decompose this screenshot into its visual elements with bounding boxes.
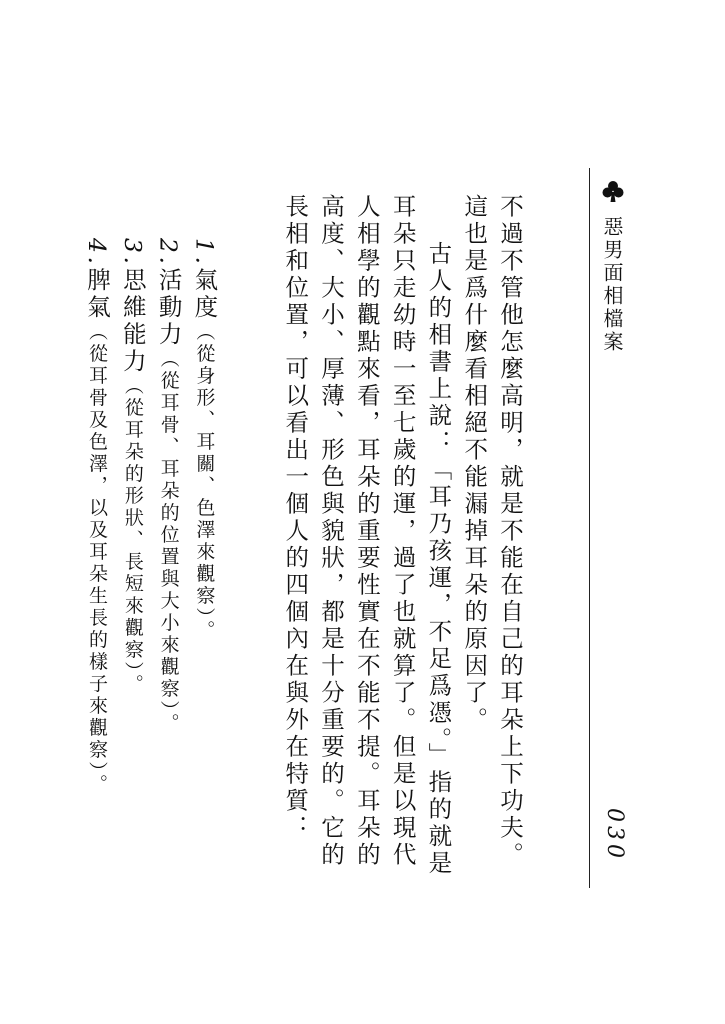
list-label: 氣度	[190, 267, 219, 322]
list-number: 4.	[83, 238, 112, 268]
list-note: （從耳骨及色澤，以及耳朵生長的樣子來觀察）。	[86, 321, 109, 796]
list-item-4	[78, 194, 114, 894]
book-title: 惡男面相檔案	[600, 216, 624, 354]
list-item-2	[150, 194, 186, 894]
list-note: （從耳骨、耳朵的位置與大小來觀察）。	[157, 348, 180, 735]
running-header	[589, 168, 634, 888]
list-label: 活動力	[154, 267, 183, 349]
list-item-1	[186, 194, 222, 894]
paragraph-2: 古人的相書上說：「耳乃孩運，不足爲憑。」指的就是耳朵只走幼時一至七歲的運，過了也就算了。但是以現代人相學的觀點來看，耳朵的重要性實在不能不提。耳朵的高度、大小、厚薄、形色與貌狀，都是十分重要的。它的長相和位置，可以看出一個人的四個內在與外在特質：	[281, 194, 453, 878]
vertical-body-text	[83, 194, 527, 894]
list-label: 思維能力	[118, 267, 147, 376]
list-number: 1.	[190, 238, 219, 268]
list-label: 脾氣	[83, 267, 112, 322]
list-number: 3.	[118, 238, 147, 268]
paragraph-1: 不過不管他怎麼高明，就是不能在自己的耳朵上下功夫。這也是爲什麼看相絕不能漏掉耳朵的原因了。	[460, 194, 524, 869]
list-item-3	[114, 194, 150, 894]
page-number: 030	[602, 808, 627, 862]
list-number: 2.	[154, 238, 183, 268]
list-note: （從耳朵的形狀、長短來觀察）。	[121, 375, 144, 696]
club-suit-icon	[602, 180, 624, 204]
list-note: （從身形、耳關、色澤來觀察）。	[193, 321, 216, 642]
paragraph-spacer	[221, 194, 276, 894]
